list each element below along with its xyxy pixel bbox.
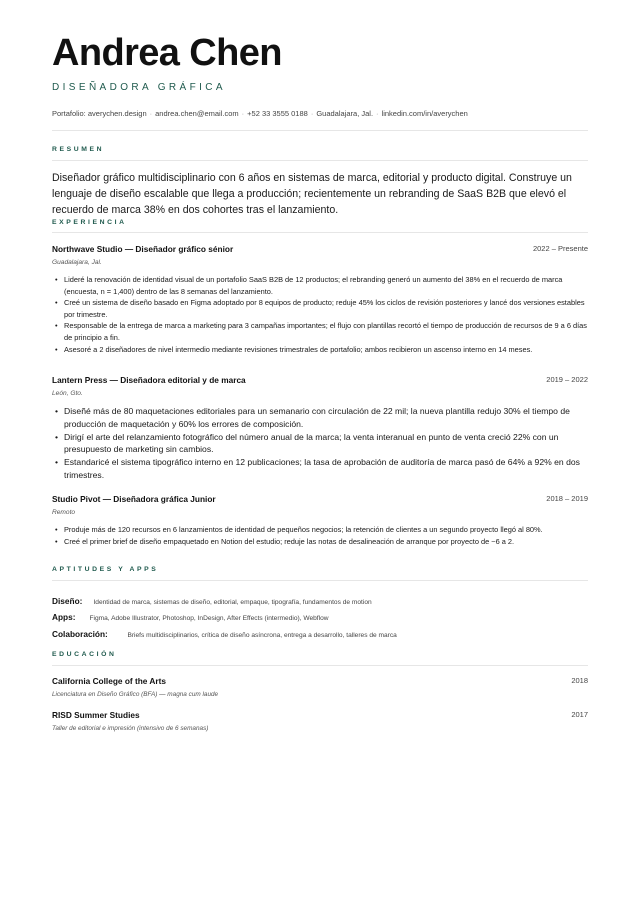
job-bullets xyxy=(52,274,588,355)
job-location: León, Gto. xyxy=(52,390,83,397)
job-entry xyxy=(52,244,588,355)
job-title: Lantern Press — Diseñadora editorial y de marca xyxy=(52,375,246,385)
skill-row xyxy=(52,607,329,625)
candidate-name: Andrea Chen xyxy=(52,32,282,74)
job-bullets xyxy=(52,405,588,482)
contact-separator: · xyxy=(310,109,314,118)
bullet-item: • Diseñé más de 80 maquetaciones editoriales para un semanario con circulación de 22 mil; la nueva plantilla redujo 30% el tiempo de producción de maquetación y 60% los errores de composición. xyxy=(52,405,588,431)
section-title-summary: RESUMEN xyxy=(52,146,105,153)
contact-separator: · xyxy=(241,109,245,118)
summary-text: Diseñador gráfico multidisciplinario con 6 años en sistemas de marca, editorial y producto digital. Construye un lenguaje de diseño escalable que llega a producción; recientemente un rebranding de SaaS B2B que elevó el recuerdo de marca 38% en dos cohortes tras el lanzamiento. xyxy=(52,172,572,216)
education-degree: Licenciatura en Diseño Gráfico (BFA) — magna cum laude xyxy=(52,691,219,698)
divider xyxy=(52,232,588,233)
skill-value: Figma, Adobe Illustrator, Photoshop, InDesign, After Effects (intermedio), Webflow xyxy=(89,615,329,622)
skill-label: Diseño: xyxy=(52,596,83,606)
contact-email[interactable]: andrea.chen@email.com xyxy=(155,109,239,118)
job-location: Remoto xyxy=(52,509,76,516)
job-dates: 2019 – 2022 xyxy=(546,375,588,384)
resume-page xyxy=(52,0,588,905)
education-entry xyxy=(52,676,588,698)
education-school: RISD Summer Studies xyxy=(52,710,140,720)
section-title-education: EDUCACIÓN xyxy=(52,651,117,658)
job-location: Guadalajara, Jal. xyxy=(52,259,102,266)
job-entry xyxy=(52,494,588,547)
skill-value: Identidad de marca, sistemas de diseño, editorial, empaque, tipografía, fundamentos de motion xyxy=(93,599,372,606)
bullet-item: • Creé un sistema de diseño basado en Figma adoptado por 8 equipos de producto; reduje 45% los ciclos de revisión posteriores y lancé dos versiones estables por trimestre. xyxy=(52,297,588,320)
education-degree: Taller de editorial e impresión (intensivo de 6 semanas) xyxy=(52,725,209,732)
divider xyxy=(52,130,588,131)
skill-row xyxy=(52,624,397,642)
bullet-item: • Asesoré a 2 diseñadores de nivel intermedio mediante revisiones trimestrales de portafolio; ambos recibieron un ascenso interno en 14 meses. xyxy=(52,344,588,356)
education-entry xyxy=(52,710,588,732)
bullet-item: • Produje más de 120 recursos en 6 lanzamientos de identidad de pequeños negocios; la retención de clientes a un segundo proyecto llegó al 80%. xyxy=(52,524,588,536)
divider xyxy=(52,580,588,581)
contact-linkedin[interactable]: linkedin.com/in/averychen xyxy=(381,109,468,118)
section-title-skills: APTITUDES Y APPS xyxy=(52,566,159,573)
job-dates: 2022 – Presente xyxy=(532,244,588,253)
skill-value: Briefs multidisciplinarios, crítica de diseño asíncrona, entrega a desarrollo, talleres de marca xyxy=(127,632,397,639)
bullet-item: • Creé el primer brief de diseño empaquetado en Notion del estudio; reduje las notas de desalineación de arranque por proyecto de ~6 a 2. xyxy=(52,536,588,548)
job-title: Northwave Studio — Diseñador gráfico sénior xyxy=(52,244,234,254)
candidate-role: DISEÑADORA GRÁFICA xyxy=(52,82,226,93)
job-title: Studio Pivot — Diseñadora gráfica Junior xyxy=(52,494,216,504)
bullet-item: • Lideré la renovación de identidad visual de un portafolio SaaS B2B de 12 productos; el rebranding generó un aumento del 38% en el recuerdo de marca (encuesta, n = 1,400) dentro de las 8 semanas del lanzamiento. xyxy=(52,274,588,297)
contact-location: Guadalajara, Jal. xyxy=(316,109,374,118)
job-entry xyxy=(52,375,588,482)
contact-line xyxy=(52,109,468,118)
section-title-experience: EXPERIENCIA xyxy=(52,219,127,226)
education-year: 2018 xyxy=(571,676,588,685)
contact-separator: · xyxy=(149,109,153,118)
bullet-item: • Dirigí el arte del relanzamiento fotográfico del número anual de la marca; la venta interanual en punto de venta creció 22% con un presupuesto de marketing sin cambios. xyxy=(52,431,588,457)
contact-phone: +52 33 3555 0188 xyxy=(247,109,308,118)
divider xyxy=(52,160,588,161)
job-bullets xyxy=(52,524,588,547)
job-dates: 2018 – 2019 xyxy=(546,494,588,503)
bullet-item: • Estandaricé el sistema tipográfico interno en 12 publicaciones; la tasa de aprobación de auditoría de marca pasó de 64% a 92% en dos trimestres. xyxy=(52,456,588,482)
divider xyxy=(52,665,588,666)
skill-label: Apps: xyxy=(52,612,76,622)
contact-separator: · xyxy=(376,109,379,118)
education-school: California College of the Arts xyxy=(52,676,167,686)
bullet-item: • Responsable de la entrega de marca a marketing para 3 campañas importantes; el flujo con plantillas recortó el tiempo de producción de recursos de 9 a 6 días de principio a fin. xyxy=(52,320,588,343)
skill-label: Colaboración: xyxy=(52,629,108,639)
contact-portfolio[interactable]: Portafolio: averychen.design xyxy=(52,109,147,118)
education-year: 2017 xyxy=(571,710,588,719)
